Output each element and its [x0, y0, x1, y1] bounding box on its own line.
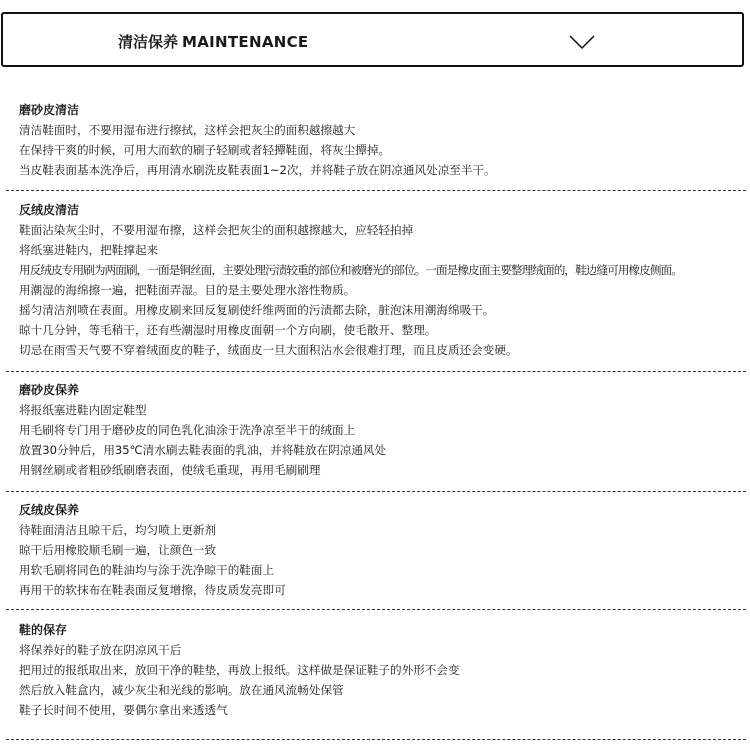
- text-line: 然后放入鞋盒内，减少灰尘和光线的影响。放在通风流畅处保管: [19, 683, 344, 697]
- section-title: 磨砂皮清洁: [19, 103, 80, 117]
- text-line: 鞋子长时间不使用，要偶尔拿出来透透气: [19, 703, 228, 717]
- text-line: 放置30分钟后，用35℃清水刷去鞋表面的乳油，并将鞋放在阴凉通风处: [19, 443, 387, 457]
- section-title: 磨砂皮保养: [19, 383, 80, 397]
- heading-en: MAINTENANCE: [182, 33, 309, 51]
- text-line: 用毛刷将专门用于磨砂皮的同色乳化油涂于洗净凉至半干的绒面上: [19, 423, 356, 437]
- dashed-divider: [6, 609, 746, 610]
- text-line: 将报纸塞进鞋内固定鞋型: [19, 403, 147, 417]
- dashed-divider: [6, 371, 746, 372]
- section-shoe-storage: [19, 620, 747, 720]
- text-line: 清洁鞋面时，不要用湿布进行擦拭，这样会把灰尘的面积越擦越大: [19, 123, 356, 137]
- dashed-divider: [6, 739, 746, 740]
- section-nubuck-cleaning: [19, 200, 747, 360]
- text-line: 再用干的软抹布在鞋表面反复增擦，待皮质发亮即可: [19, 583, 286, 597]
- text-line: 用钢丝刷或者粗砂纸刷磨表面，使绒毛重现，再用毛刷刷理: [19, 463, 321, 477]
- heading-cn: 清洁保养: [118, 33, 179, 51]
- text-line: 待鞋面清洁且晾干后，均匀喷上更新剂: [19, 523, 217, 537]
- section-nubuck-care: [19, 500, 747, 600]
- text-line: 将保养好的鞋子放在阴凉风干后: [19, 643, 182, 657]
- section-title: 反绒皮清洁: [19, 203, 80, 217]
- maintenance-accordion-header[interactable]: [1, 12, 744, 67]
- chevron-down-icon[interactable]: [569, 34, 595, 50]
- dashed-divider: [6, 190, 746, 191]
- text-line: 用反绒皮专用刷为两面刷，一面是铜丝面，主要处理污渍较重的部位和被磨光的部位。一面是橡皮面主要整理绒面的，鞋边缝可用橡皮侧面。: [19, 263, 683, 277]
- section-title: 反绒皮保养: [19, 503, 80, 517]
- text-line: 晾十几分钟，等毛稍干，还有些潮湿时用橡皮面朝一个方向刷，使毛散开、整理。: [19, 323, 437, 337]
- section-heading: [118, 31, 308, 52]
- section-suede-care: [19, 380, 747, 480]
- section-suede-cleaning: [19, 100, 747, 180]
- section-title: 鞋的保存: [19, 623, 68, 637]
- dashed-divider: [6, 491, 746, 492]
- text-line: 将纸塞进鞋内，把鞋撑起来: [19, 243, 159, 257]
- text-line: 摇匀清洁剂喷在表面。用橡皮刷来回反复刷使纤维两面的污渍都去除，脏泡沫用潮海绵吸干。: [19, 303, 495, 317]
- text-line: 鞋面沾染灰尘时，不要用湿布擦，这样会把灰尘的面积越擦越大，应轻轻拍掉: [19, 223, 414, 237]
- text-line: 用潮湿的海绵擦一遍，把鞋面弄湿。目的是主要处理水溶性物质。: [19, 283, 356, 297]
- text-line: 当皮鞋表面基本洗净后，再用清水刷洗皮鞋表面1~2次，并将鞋子放在阴凉通风处凉至半干。: [19, 163, 496, 177]
- text-line: 把用过的报纸取出来，放回干净的鞋垫，再放上报纸。这样做是保证鞋子的外形不会变: [19, 663, 460, 677]
- text-line: 用软毛刷将同色的鞋油均与涂于洗净晾干的鞋面上: [19, 563, 275, 577]
- text-line: 切忌在雨雪天气要不穿着绒面皮的鞋子，绒面皮一旦大面积沾水会很难打理，而且皮质还会变硬。: [19, 343, 518, 357]
- text-line: 晾干后用橡胶顺毛刷一遍，让颜色一致: [19, 543, 217, 557]
- text-line: 在保持干爽的时候，可用大而软的刷子轻刷或者轻撢鞋面，将灰尘撢掉。: [19, 143, 391, 157]
